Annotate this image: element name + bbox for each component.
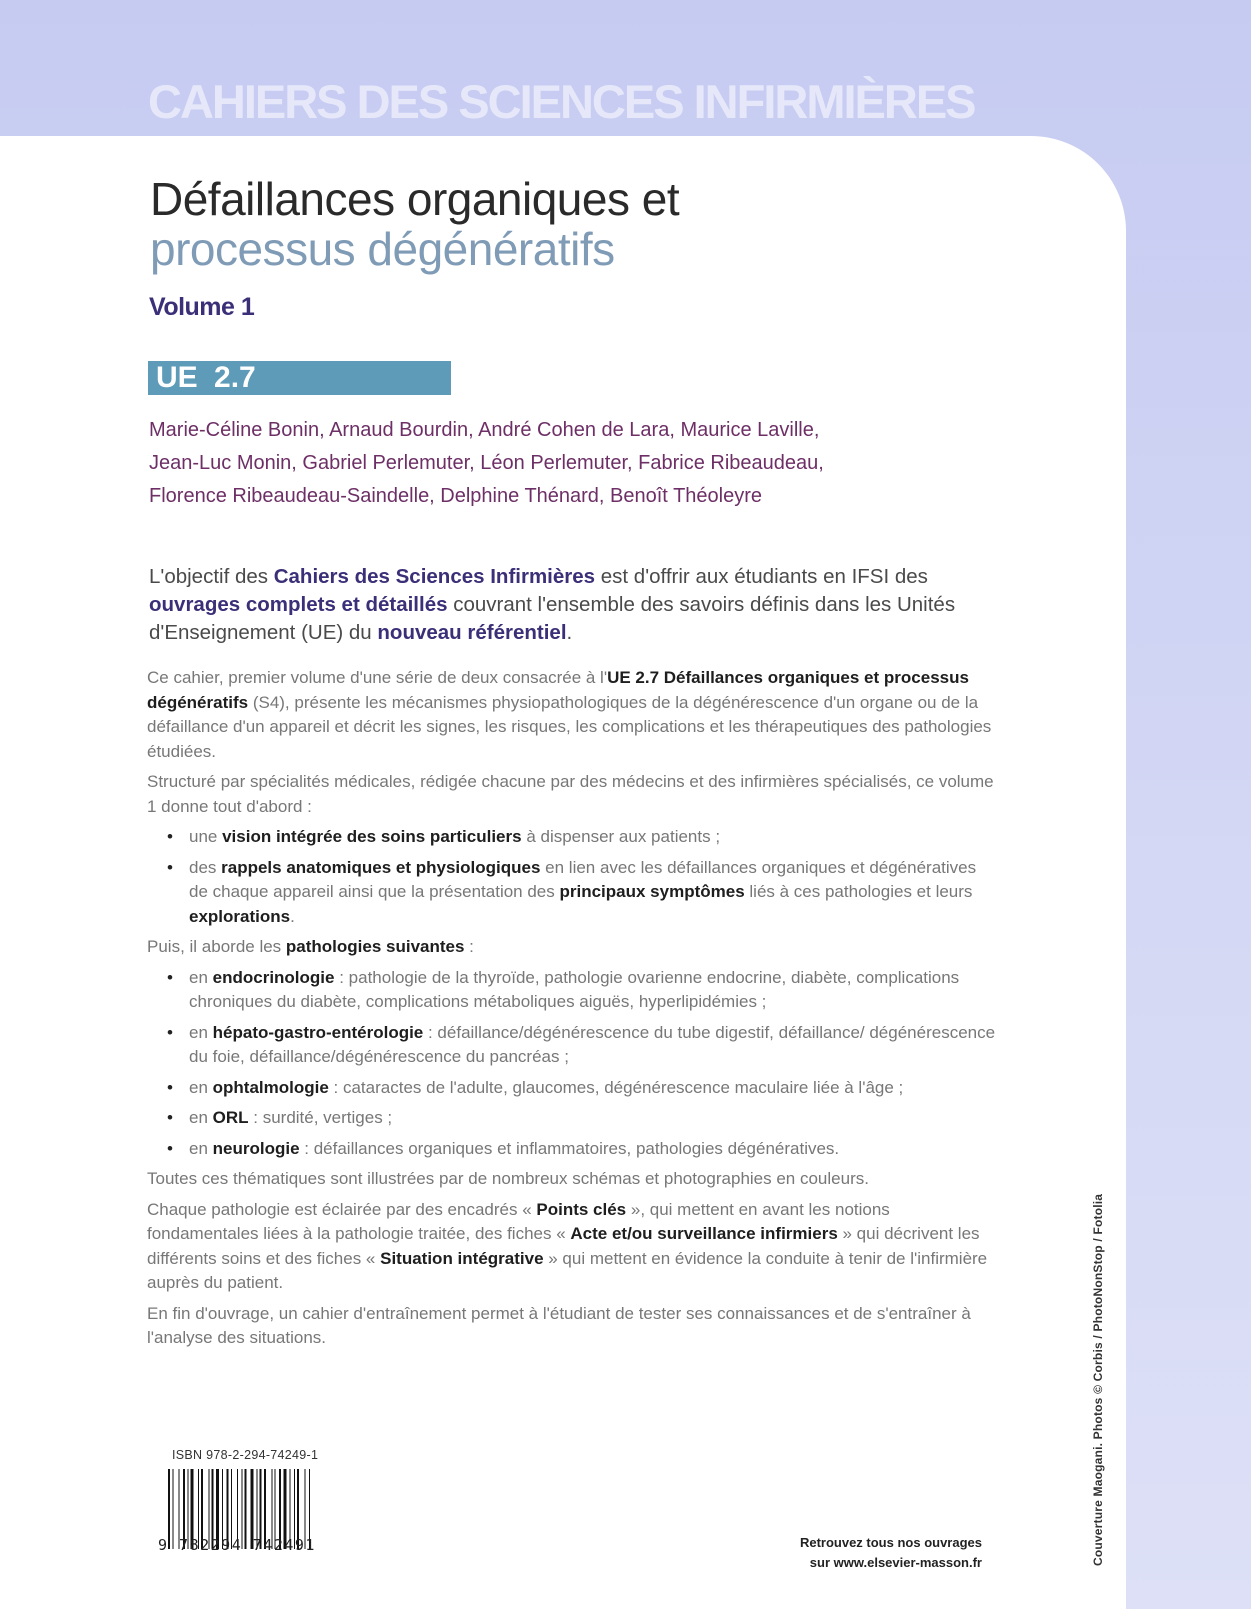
bold-text: hépato-gastro-entérologie [212,1022,424,1042]
book-title-line2: processus dégénératifs [150,223,615,275]
bold-text: endocrinologie [212,967,335,987]
barcode-digits: 9 782294 742491 [158,1536,316,1554]
website-note-line: Retrouvez tous nos ouvrages [799,1535,982,1550]
text: », qui mettent en avant les notions fondamentales liées à la pathologie traitée, des fiches « [147,1199,890,1243]
text: en [189,967,213,987]
description-body [147,666,997,1357]
paragraph [147,1198,997,1296]
paragraph: En fin d'ouvrage, un cahier d'entraînement permet à l'étudiant de tester ses connaissances et de s'entraîner à l'analyse des situations. [147,1303,971,1347]
text: Puis, il aborde les [147,937,286,956]
list-item [147,1076,997,1101]
volume-label: Volume 1 [149,293,255,321]
list-item [147,966,997,1015]
isbn: ISBN 978-2-294-74249-1 [172,1448,319,1462]
intro-text: L'objectif des [149,565,274,588]
intro-text: . [566,621,573,644]
text: en [189,1077,213,1097]
text: Chaque pathologie est éclairée par des encadrés « [147,1199,537,1219]
intro-bold: ouvrages complets et détaillés [149,593,448,616]
text: : pathologie de la thyroïde, pathologie ovarienne endocrine, diabète, complications chroniques du diabète, complications métaboliques aiguës, hyperlipidémies ; [189,967,960,1011]
photo-credits: Couverture Maogani. Photos © Corbis / PhotoNonStop / Fotolia [1091,1193,1105,1566]
text: en [189,1108,213,1127]
bold-text: ophtalmologie [212,1077,329,1097]
authors-line: Jean-Luc Monin, Gabriel Perlemuter, Léon Perlemuter, Fabrice Ribeaudeau, [149,452,824,474]
text: (S4), présente les mécanismes physiopathologiques de la dégénérescence d'un organe ou de la défaillance d'un appareil et décrit les signes, les risques, les complications et les thérapeutiques des pathologies étudiées. [147,692,992,761]
bold-text: ORL [212,1108,249,1127]
text: . [290,906,295,926]
text: en lien avec les défaillances organiques et dégénératives de chaque appareil ainsi que la présentation des [189,857,977,901]
bullet-list [147,966,997,1162]
text: une [189,827,223,846]
bold-text: principaux symptômes [559,882,745,901]
bullet-icon: • [167,827,173,846]
bullet-list [147,825,997,929]
bullet-icon: • [167,1138,173,1158]
ue-label: UE 2.7 [156,361,256,394]
text: liés à ces pathologies et leurs [744,882,973,901]
bold-text: rappels anatomiques et physiologiques [221,857,541,877]
authors [149,414,969,513]
paragraph [147,935,997,960]
bold-text: Acte et/ou surveillance infirmiers [570,1224,838,1243]
bullet-icon: • [167,1077,173,1097]
bold-text: Situation intégrative [380,1248,544,1268]
list-item [147,1021,997,1070]
bold-text: UE 2.7 Défaillances organiques et processus dégénératifs [147,668,969,712]
text: : cataractes de l'adulte, glaucomes, dégénérescence maculaire liée à l'âge ; [328,1077,904,1097]
paragraph: Toutes ces thématiques sont illustrées par de nombreux schémas et photographies en couleurs. [147,1169,869,1188]
authors-line: Florence Ribeaudeau-Saindelle, Delphine Thénard, Benoît Théoleyre [149,485,762,507]
bold-text: vision intégrée des soins particuliers [222,827,522,846]
text: : défaillances organiques et inflammatoires, pathologies dégénératives. [299,1138,840,1158]
text: : défaillance/dégénérescence du tube digestif, défaillance/ dégénérescence du foie, défaillance/dégénérescence du pancréas ; [189,1022,996,1066]
intro-bold: Cahiers des Sciences Infirmières [273,565,596,588]
bullet-icon: • [167,967,173,987]
intro-text: est d'offrir aux étudiants en IFSI des [595,565,928,588]
text: en [189,1138,213,1158]
bullet-icon: • [167,857,173,877]
text: » qui mettent en évidence la conduite à tenir de l'infirmière auprès du patient. [147,1248,988,1292]
text: : surdité, vertiges ; [248,1108,393,1127]
list-item [147,825,997,850]
bold-text: neurologie [212,1138,300,1158]
list-item [147,1137,997,1162]
book-title-line1: Défaillances organiques et [150,173,680,225]
website-note [764,1533,982,1573]
authors-line: Marie-Céline Bonin, Arnaud Bourdin, André Cohen de Lara, Maurice Laville, [149,419,820,441]
series-title: CAHIERS DES SCIENCES INFIRMIÈRES [148,75,975,128]
bullet-icon: • [167,1022,173,1042]
list-item [147,1106,997,1131]
bold-text: pathologies suivantes [285,937,465,956]
bold-text: explorations [189,906,291,926]
paragraph: Structuré par spécialités médicales, rédigée chacune par des médecins et des infirmières spécialisés, ce volume 1 donne tout d'abord : [147,772,994,816]
ue-band [148,361,451,395]
text: des [189,857,222,877]
bullet-icon: • [167,1108,173,1127]
intro-bold: nouveau référentiel [377,621,567,644]
text: en [189,1022,213,1042]
text: » qui décrivent les différents soins et des fiches « [147,1224,980,1268]
text: Ce cahier, premier volume d'une série de deux consacrée à l' [147,668,608,687]
text: à dispenser aux patients ; [521,827,721,846]
intro-text: couvrant l'ensemble des savoirs définis dans les Unités d'Enseignement (UE) du [149,593,956,644]
bold-text: Points clés [536,1199,627,1219]
text: : [464,937,474,956]
website-link[interactable]: sur www.elsevier-masson.fr [809,1555,982,1570]
list-item [147,856,997,930]
intro-paragraph [149,563,989,647]
paragraph [147,666,997,764]
